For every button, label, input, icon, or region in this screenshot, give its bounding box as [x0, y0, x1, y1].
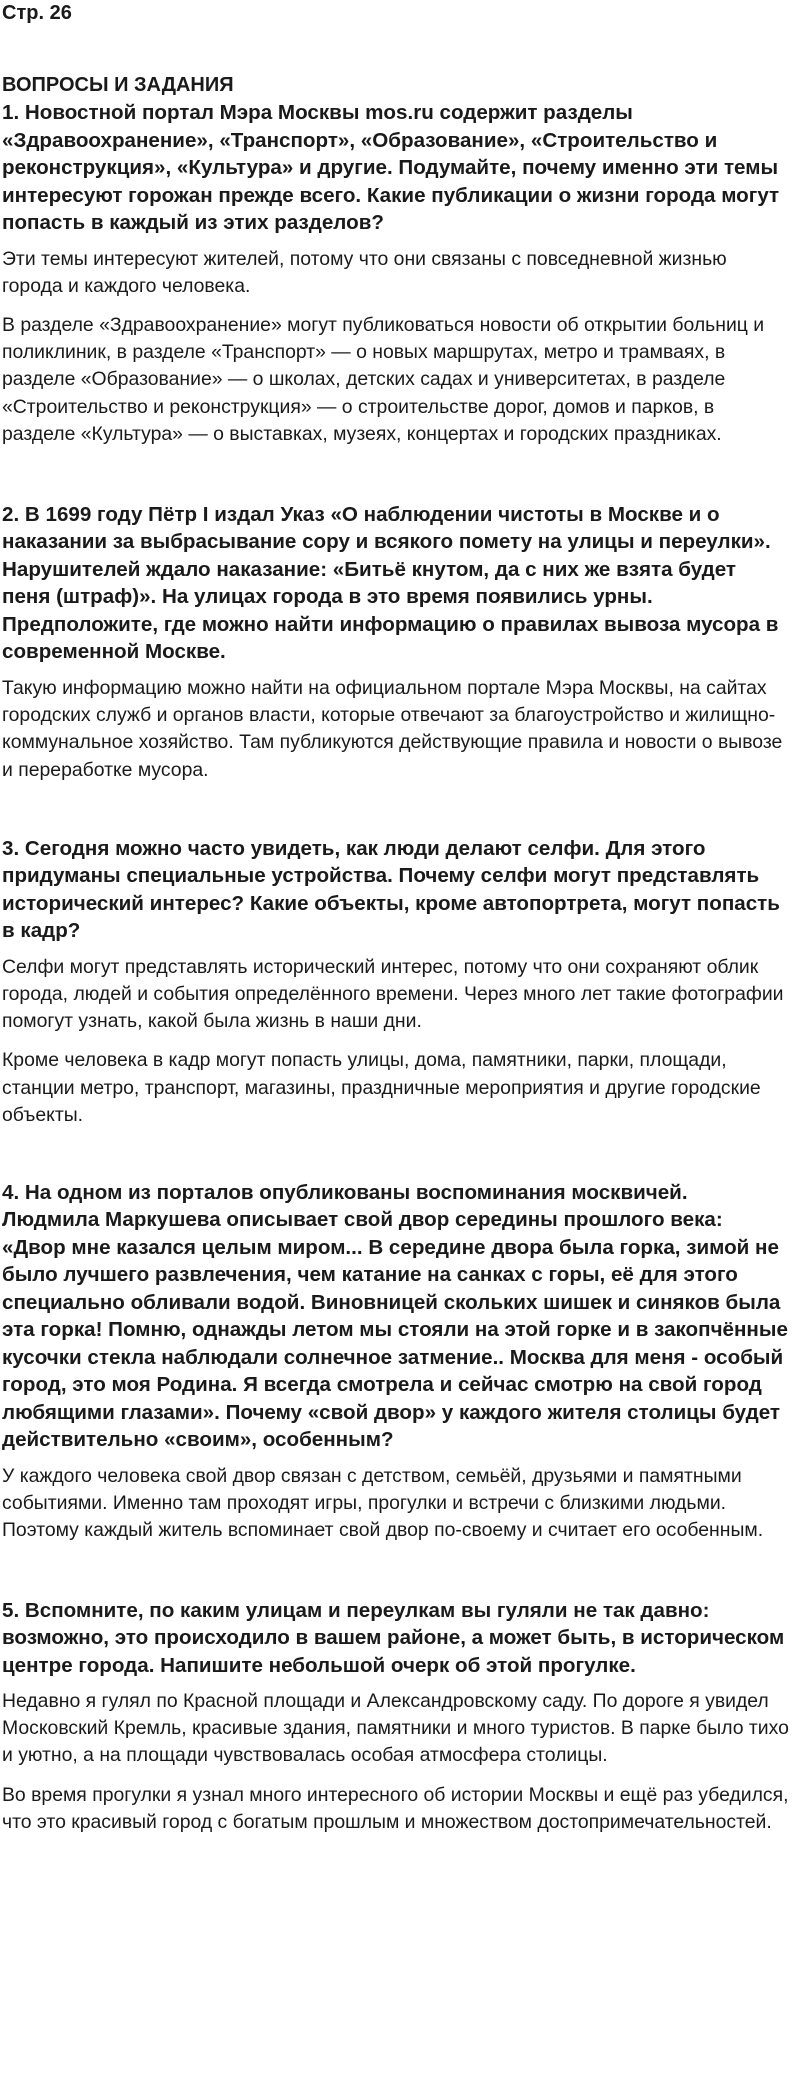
task-2-answer-1: Такую информацию можно найти на официальном портале Мэра Москвы, на сайтах городских служб и органов власти, которые отвечают за благоустройство и жилищно-коммунальное хозяйство. Там публикуются действующие правила и новости о вывозе и переработке мусора. — [2, 676, 783, 781]
task-3-question: 3. Сегодня можно часто увидеть, как люди делают селфи. Для этого придуманы специальные устройства. Почему селфи могут представлять исторический интерес? Какие объекты, кроме автопортрета, могут попасть в кадр? — [2, 836, 780, 943]
task-3-answer-2: Кроме человека в кадр могут попасть улицы, дома, памятники, парки, площади, станции метро, транспорт, магазины, праздничные мероприятия и другие городские объекты. — [2, 1049, 761, 1126]
section-title: ВОПРОСЫ И ЗАДАНИЯ — [2, 74, 234, 96]
page-number: Стр. 26 — [2, 2, 72, 24]
task-5-answer-1: Недавно я гулял по Красной площади и Александровскому саду. По дороге я увидел Московский Кремль, красивые здания, памятники и много туристов. В парке было тихо и уютно, а на площади чувствовалась особая атмосфера столицы. — [2, 1690, 789, 1767]
task-5-question: 5. Вспомните, по каким улицам и переулкам вы гуляли не так давно: возможно, это происходило в вашем районе, а может быть, в историческом центре города. Напишите небольшой очерк об этой прогулке. — [2, 1598, 785, 1677]
document-page — [0, 2, 800, 2097]
task-3 — [2, 835, 790, 1129]
task-5-answer-2: Во время прогулки я узнал много интересного об истории Москвы и ещё раз убедился, что это красивый город с богатым прошлым и множеством достопримечательностей. — [2, 1783, 789, 1833]
task-4 — [2, 1179, 790, 1545]
task-1 — [2, 99, 790, 448]
task-1-answer-2: В разделе «Здравоохранение» могут публиковаться новости об открытии больниц и поликлиник, в разделе «Транспорт» — о новых маршрутах, метро и трамваях, в разделе «Образование» — о школах, детских садах и университетах, в разделе «Строительство и реконструкция» — о строительстве дорог, домов и парков, в разделе «Культура» — о выставках, музеях, концертах и городских праздниках. — [2, 313, 765, 445]
task-1-answer-1: Эти темы интересуют жителей, потому что они связаны с повседневной жизнью города и каждого человека. — [2, 247, 727, 297]
task-1-question: 1. Новостной портал Мэра Москвы mos.ru содержит разделы «Здравоохранение», «Транспорт», «Образование», «Строительство и реконструкция», «Культура» и другие. Подумайте, почему именно эти темы интересуют горожан прежде всего. Какие публикации о жизни города могут попасть в каждый из этих разделов? — [2, 101, 780, 234]
task-2 — [2, 501, 790, 784]
task-2-question: 2. В 1699 году Пётр I издал Указ «О наблюдении чистоты в Москве и о наказании за выбрасывание сору и всякого помету на улицы и переулки». Нарушителей ждало наказание: «Битьё кнутом, да с них же взята будет пеня (штраф)». На улицах города в это время появились урны. Предположите, где можно найти информацию о правилах вывоза мусора в современной Москве. — [2, 502, 779, 664]
task-4-question: 4. На одном из порталов опубликованы воспоминания москвичей. Людмила Маркушева описывает свой двор середины прошлого века: «Двор мне казался целым миром... В середине двора была горка, зимой не было лучшего развлечения, чем катание на санках с горы, её для этого специально обливали водой. Виновницей скольких шишек и синяков была эта горка! Помню, однажды летом мы стояли на этой горке и в закопчённые кусочки стекла наблюдали солнечное затмение.. Москва для меня - особый город, это моя Родина. Я всегда смотрела и сейчас смотрю на свой город любящими глазами». Почему «свой двор» у каждого жителя столицы будет действительно «своим», особенным? — [2, 1180, 788, 1452]
task-3-answer-1: Селфи могут представлять исторический интерес, потому что они сохраняют облик города, людей и события определённого времени. Через много лет такие фотографии помогут узнать, какой была жизнь в наши дни. — [2, 955, 784, 1033]
task-4-answer-1: У каждого человека свой двор связан с детством, семьёй, друзьями и памятными событиями. Именно там проходят игры, прогулки и встречи с близкими людьми. Поэтому каждый житель вспоминает свой двор по-своему и считает его особенным. — [2, 1464, 764, 1542]
task-5 — [2, 1597, 790, 1837]
